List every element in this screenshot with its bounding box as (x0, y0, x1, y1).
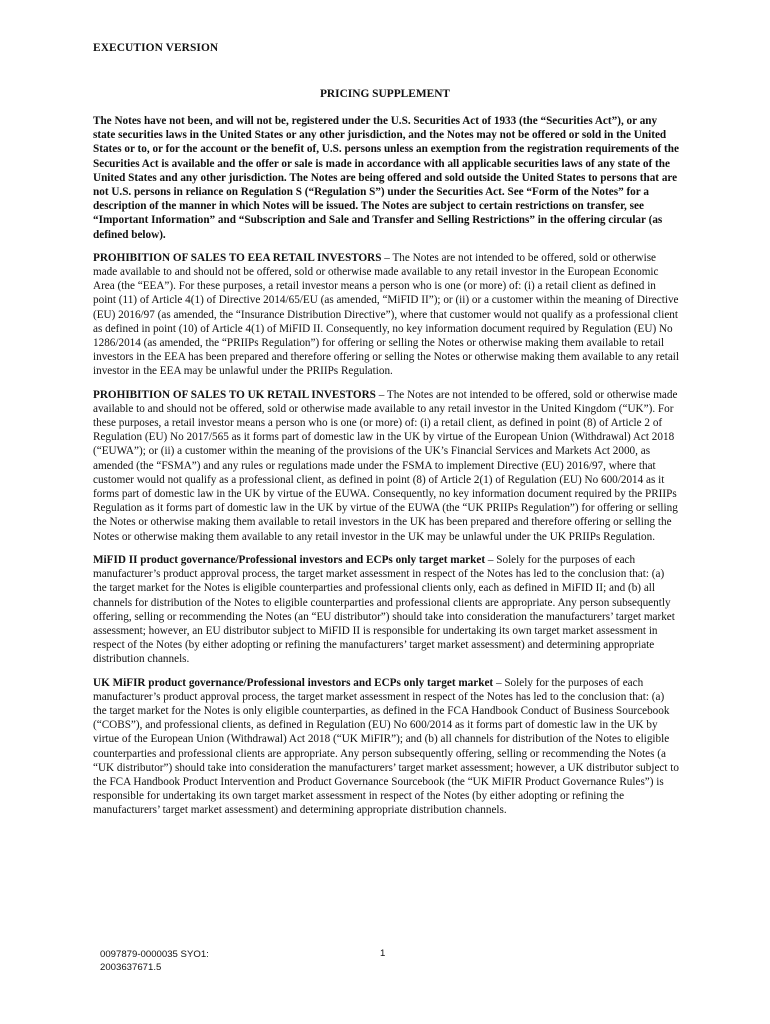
mifid-governance-paragraph (93, 553, 679, 667)
page-title: PRICING SUPPLEMENT (319, 88, 451, 100)
section-heading: PROHIBITION OF SALES TO UK RETAIL INVESTORS (93, 388, 376, 401)
page-number: 1 (380, 948, 386, 959)
document-reference-line-1: 0097879-0000035 SYO1: (100, 949, 209, 960)
section-body: – The Notes are not intended to be offered, sold or otherwise made available to and should not be offered, sold or otherwise made available to any retail investor in the European Economic Area (the “EEA”). For these purposes, a retail investor means a person who is one (or more) of: (i) a retail client as defined in point (11) of Article 4(1) of Directive 2014/65/EU (as amended, “MiFID II”); or (ii) or a customer within the meaning of Directive (EU) 2016/97 (as amended, the “Insurance Distribution Directive”), where that customer would not qualify as a professional client as defined in point (10) of Article 4(1) of MiFID II. Consequently, no key information document required by Regulation (EU) No 1286/2014 (as amended, the “PRIIPs Regulation”) for offering or selling the Notes or otherwise making them available to retail investors in the EEA has been prepared and therefore offering or selling the Notes or otherwise making them available to any retail investor in the EEA may be unlawful under the PRIIPs Regulation. (93, 251, 680, 378)
section-body: – The Notes are not intended to be offered, sold or otherwise made available to and should not be offered, sold or otherwise made available to any retail investor in the United Kingdom (“UK”). For these purposes, a retail investor means a person who is one (or more) of: (i) a retail client, as defined in point (8) of Article 2 of Regulation (EU) No 2017/565 as it forms part of domestic law in the UK by virtue of the European Union (Withdrawal) Act 2018 (“EUWA”); or (ii) a customer within the meaning of the provisions of the UK’s Financial Services and Markets Act 2000, as amended (the “FSMA”) and any rules or regulations made under the FSMA to implement Directive (EU) 2016/97, where that customer would not qualify as a professional client, as defined in point (8) of Article 2(1) of Regulation (EU) No 600/2014 as it forms part of domestic law in the UK by virtue of the EUWA. Consequently, no key information document required by the PRIIPs Regulation as it forms part of domestic law in the UK by virtue of the EUWA (the “UK PRIIPs Regulation”) for offering or selling the Notes or otherwise making them available to retail investors in the UK has been prepared and therefore offering or selling the Notes or otherwise making them available to any retail investor in the UK may be unlawful under the UK PRIIPs Regulation. (93, 388, 678, 543)
document-body (93, 114, 679, 827)
section-body: – Solely for the purposes of each manufacturer’s product approval process, the target market assessment in respect of the Notes has led to the conclusion that: (a) the target market for the Notes is only eligible counterparties, as defined in the FCA Handbook Conduct of Business Sourcebook (“COBS”), and professional clients, as defined in Regulation (EU) No 600/2014 as it forms part of domestic law in the UK by virtue of the European Union (Withdrawal) Act 2018 (“UK MiFIR”); and (b) all channels for distribution of the Notes to eligible counterparties and professional clients are appropriate. Any person subsequently offering, selling or recommending the Notes (a “UK distributor”) should take into consideration the manufacturers’ target market assessment; however, a UK distributor subject to the FCA Handbook Product Intervention and Product Governance Sourcebook (the “UK MiFIR Product Governance Rules”) is responsible for undertaking its own target market assessment in respect of the Notes (by either adopting or refining the manufacturers’ target market assessment) and determining appropriate distribution channels. (93, 676, 680, 817)
section-heading: MiFID II product governance/Professional investors and ECPs only target market (93, 553, 486, 566)
uk-mifir-governance-paragraph (93, 676, 679, 818)
execution-version-label: EXECUTION VERSION (93, 42, 219, 54)
securities-act-legend: The Notes have not been, and will not be, registered under the U.S. Securities Act of 1933 (the “Securities Act”), or any state securities laws in the United States or any other jurisdiction, and the Notes may not be offered or sold in the United States or to, or for the account or the benefit of, U.S. persons unless an exemption from the registration requirements of the Securities Act is available and the offer or sale is made in accordance with all applicable securities laws of any state of the United States and any other jurisdiction. The Notes are being offered and sold outside the United States to persons that are not U.S. persons in reliance on Regulation S (“Regulation S”) under the Securities Act. See “Form of the Notes” for a description of the manner in which Notes will be issued. The Notes are subject to certain restrictions on transfer, see “Important Information” and “Subscription and Sale and Transfer and Selling Restrictions” in the offering circular (as defined below). (93, 115, 679, 241)
uk-retail-prohibition-paragraph (93, 388, 679, 544)
document-reference-line-2: 2003637671.5 (100, 962, 162, 973)
section-heading: PROHIBITION OF SALES TO EEA RETAIL INVESTORS (93, 251, 382, 264)
section-heading: UK MiFIR product governance/Professional investors and ECPs only target market (93, 676, 494, 689)
section-body: – Solely for the purposes of each manufacturer’s product approval process, the target market assessment in respect of the Notes has led to the conclusion that: (a) the target market for the Notes is eligible counterparties and professional clients only, each as defined in MiFID II; and (b) all channels for distribution of the Notes to eligible counterparties and professional clients are appropriate. Any person subsequently offering, selling or recommending the Notes (an “EU distributor”) should take into consideration the manufacturers’ target market assessment; however, an EU distributor subject to MiFID II is responsible for undertaking its own target market assessment in respect of the Notes (by either adopting or refining the manufacturers’ target market assessment) and determining appropriate distribution channels. (93, 553, 675, 666)
eea-retail-prohibition-paragraph (93, 251, 679, 379)
document-reference (100, 948, 209, 974)
